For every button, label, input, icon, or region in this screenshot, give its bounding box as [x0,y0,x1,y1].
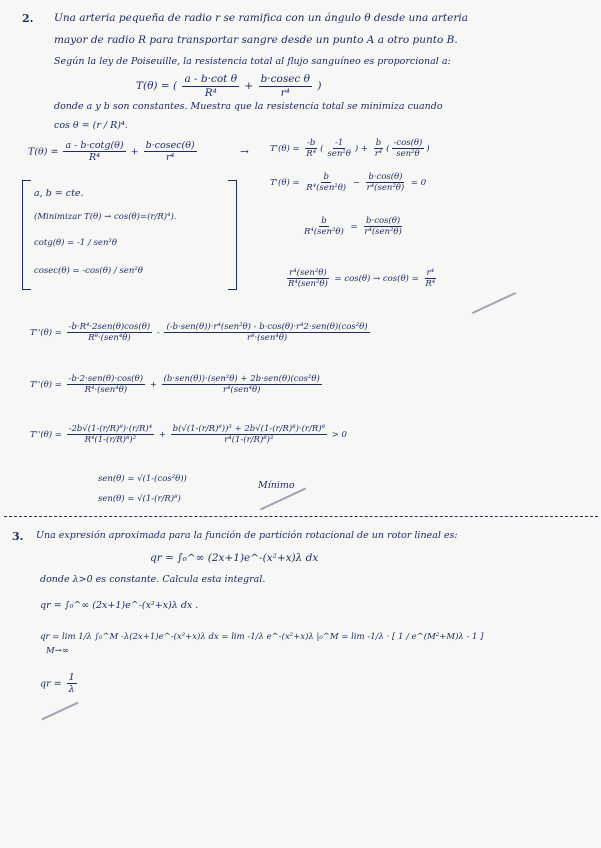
t2c-frac2-den: r⁴(1-(r/R)⁸)² [224,435,274,446]
t-prime-definition: T'(θ) = $\frac{-b}{\text{R⁴}}$ ( $\frac{-1}{\text{sen²θ}}$ ) + $\frac{b}{\text{r⁴}}$ ( $\frac{-\cos(\theta)}{\text{sen²θ}}$ ) [270,138,430,160]
r1-frac1-den: R⁴(sen²θ) [306,183,347,194]
t-second-line-1 [30,322,372,343]
r1-frac2-den: r⁴(sen²θ) [366,183,405,194]
problem-2-statement-line-3: Según la ley de Poiseuille, la resistencia total al flujo sanguíneo es proporcional a: [54,56,451,67]
t2c-plus: + [158,430,166,441]
note-cosec: cosec(θ) = -cos(θ) / sen²θ [34,266,143,276]
t2a-frac1-den: R⁸·(sen⁴θ) [88,333,131,344]
underline-mark-1 [472,292,516,314]
r3-frac1-den: R⁴(sen²θ) [288,279,328,290]
t2a-frac2-num: (-b·sen(θ))·r⁴(sen²θ) - b·cos(θ)·r⁴2·sen(θ)(cos²θ) [166,322,368,332]
t1-b-num: -1 [335,138,344,148]
formula-frac2-num: b·cosec θ [260,73,310,85]
formula-lhs: T(θ) = ( [136,80,178,93]
r1-eq: = 0 [410,178,427,189]
t1-a-num: -b [307,138,316,148]
line2-integral: 1/λ ∫₀^M -λ(2x+1)e^-(x²+x)λ dx = lim [78,632,245,642]
given-formula [136,73,321,99]
problem-3-statement: Una expresión aproximada para la función de partición rotacional de un rotor lineal es: [36,530,458,541]
t1-c-num: b [375,138,382,148]
t-frac1-num: a - b·cotg(θ) [65,140,124,151]
problem-2-statement-line-1: Una arteria pequeña de radio r se ramifica con un ángulo θ desde una arteria [54,12,468,24]
r3-frac2-num: r⁴ [426,268,435,278]
r2-frac1-den: R⁴(sen²θ) [304,227,344,238]
t2c-frac1-den: R⁴(1-(r/R)⁸)² [84,435,137,446]
t1-c-den: r⁴ [374,149,383,160]
line2-evaluation: -1/λ · [ 1 / e^(M²+M)λ - 1 ] [367,632,484,642]
t-prime-zero: T'(θ) = $\frac{b}{\text{R⁴(sen²θ)}}$ − $\frac{b\cdot\cos(\theta)}{\text{r⁴(sen²θ)}}$ = 0 [270,172,427,194]
t-second-line-3 [30,424,347,445]
partition-function-definition: qr = ∫₀^∞ (2x+1)e^-(x²+x)λ dx [150,552,319,564]
t2a-minus: - [156,328,160,339]
t2c-lhs: T''(θ) = [30,430,62,441]
r2-frac1-num: b [321,216,327,226]
problem-2-statement-line-5: cos θ = (r / R)⁴. [54,120,128,131]
r1-frac2-num: b·cos(θ) [368,172,403,182]
line2-lim-1: qr = lim [40,632,76,642]
t2b-frac1-den: R⁴·(sen⁴θ) [84,385,128,396]
t1-lhs: T'(θ) = [270,144,300,155]
t1-a-den: R⁴ [306,149,317,160]
answer-num: 1 [68,672,75,683]
problem-2-number: 2. [22,12,34,25]
arrow-1: → [240,146,249,158]
t-frac2-num: b·cosec(θ) [145,140,195,151]
t2b-lhs: T''(θ) = [30,380,62,391]
problem-3-where: donde λ>0 es constante. Calcula esta integral. [40,574,266,585]
t1-b-den: sen²θ [327,149,351,160]
notes-bracket-right [228,180,237,290]
sen-identity-1: sen(θ) = √(1-(cos²θ)) [98,474,187,484]
t2c-frac1-num: -2b√(1-(r/R)⁸)·(r/R)⁴ [68,424,153,434]
section-divider [4,516,598,517]
t-definition: T(θ) = $\frac{a - b\cdot\cot g(\theta)}{\text{R⁴}}$ + $\frac{b\cdot cosec(\theta)}{\text{r⁴}}$ [28,140,195,164]
r3-frac2-den: R⁴ [425,279,436,290]
formula-plus: + [244,80,254,93]
limit-subscript: M→∞ [46,646,69,656]
t1-d-den: sen²θ [396,149,420,160]
final-answer [40,672,79,696]
formula-frac1-den: R⁴ [204,86,217,99]
t-second-line-2 [30,374,324,395]
t2b-frac2-num: (b·sen(θ))·(sen²θ) + 2b·sen(θ)(cos²θ) [163,374,320,384]
sen-identity-2: sen(θ) = √(1-(r/R)⁸) [98,494,181,504]
t-frac1-den: R⁴ [89,152,101,164]
problem-2-statement-line-4: donde a y b son constantes. Muestra que la resistencia total se minimiza cuando [54,101,443,112]
answer-lhs: qr = [40,678,62,690]
line2-antiderivative: -1/λ e^-(x²+x)λ |₀^M = lim [247,632,365,642]
problem-2-statement-line-2: mayor de radio R para transportar sangre desde un punto A a otro punto B. [54,34,458,46]
notes-bracket-left [22,180,31,290]
note-cotg: cotg(θ) = -1 / sen²θ [34,238,117,248]
r2-frac2-num: b·cos(θ) [366,216,401,226]
t2b-frac2-den: r⁴(sen⁴θ) [222,385,261,396]
r2-frac2-den: r⁴(sen²θ) [364,227,402,238]
underline-mark-3 [41,702,78,721]
t-frac2-den: r⁴ [165,152,175,164]
minimo-label: Mínimo [258,480,295,491]
t2c-gt: > 0 [331,430,347,441]
note-minimize: (Minimizar T(θ) → cos(θ)=(r/R)⁴). [34,212,177,222]
integral-line-2 [40,632,483,642]
formula-frac1-num: a - b·cot θ [184,73,238,85]
cos-result [284,268,439,289]
equality-step: $\frac{b}{\text{R⁴(sen²θ)}}$ = $\frac{b\cdot\cos(\theta)}{\text{r⁴(sen²θ)}}$ [304,216,402,238]
t2c-frac2-num: b(√(1-(r/R)⁸))³ + 2b√(1-(r/R)⁸)·(r/R)⁸ [172,424,325,434]
t1-d-num: -cos(θ) [393,138,423,148]
integral-line-1: qr = ∫₀^∞ (2x+1)e^-(x²+x)λ dx . [40,600,199,611]
formula-frac2-den: r⁴ [280,86,290,99]
t2a-lhs: T''(θ) = [30,328,62,339]
r3-mid: = cos(θ) → cos(θ) = [334,274,419,285]
t2b-plus: + [149,380,157,391]
r3-frac1-num: r⁴(sen²θ) [289,268,327,278]
t-lhs: T(θ) = [28,146,59,158]
t2a-frac2-den: r⁸·(sen⁴θ) [246,333,288,344]
note-constants: a, b = cte. [34,188,84,199]
r1-lhs: T'(θ) = [270,178,300,189]
t2b-frac1-num: -b·2·sen(θ)·cos(θ) [68,374,144,384]
formula-close: ) [317,80,322,93]
r1-frac1-num: b [323,172,329,182]
answer-den: λ [68,684,75,696]
t2a-frac1-num: -b·R⁴·2sen(θ)cos(θ) [68,322,151,332]
problem-3-number: 3. [12,530,24,543]
